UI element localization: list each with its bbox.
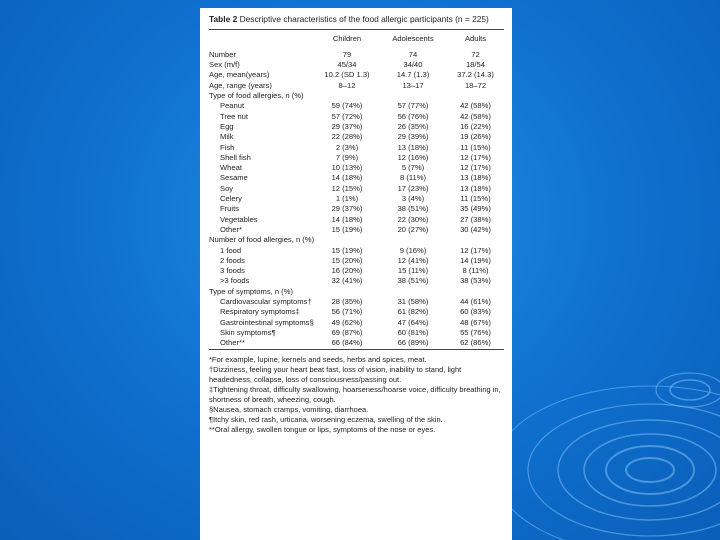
footnote: *For example, lupine, kernels and seeds, herbs and spices, meat. — [209, 354, 427, 364]
cell-adults: 11 (15%) — [460, 194, 491, 204]
cell-adults: 19 (26%) — [460, 132, 491, 142]
cell-children: 15 (20%) — [331, 255, 363, 265]
cell-adolescents: 66 (89%) — [397, 338, 429, 348]
cell-adolescents: 74 — [408, 49, 418, 59]
row-label: Number — [209, 49, 237, 59]
cell-children: 49 (62%) — [331, 317, 363, 327]
cell-adolescents: 17 (23%) — [397, 183, 429, 193]
row-label: Gastrointestinal symptoms§ — [220, 317, 314, 327]
table-row — [209, 70, 504, 80]
row-label: Type of symptoms, n (%) — [209, 286, 293, 296]
table-section-row — [209, 91, 504, 101]
table-row — [209, 143, 504, 153]
row-label: Egg — [220, 121, 234, 131]
table-row — [209, 132, 504, 142]
row-label: Age, mean(years) — [209, 70, 270, 80]
cell-adults: 12 (17%) — [460, 245, 491, 255]
cell-adolescents — [379, 287, 447, 297]
cell-adolescents — [379, 235, 447, 245]
cell-children: 8–12 — [338, 80, 356, 90]
cell-adolescents: 9 (16%) — [399, 245, 427, 255]
cell-adolescents: 26 (35%) — [397, 121, 429, 131]
cell-adults: 44 (61%) — [460, 297, 491, 307]
table-row — [209, 307, 504, 317]
cell-children: 15 (19%) — [331, 245, 363, 255]
table-row — [209, 318, 504, 328]
cell-adults: 8 (11%) — [462, 266, 489, 276]
cell-adults: 42 (58%) — [460, 101, 491, 111]
cell-adolescents: 29 (39%) — [397, 132, 429, 142]
cell-adults: 48 (67%) — [460, 317, 491, 327]
footnote: †Dizziness, feeling your heart beat fast, loss of vision, inability to stand, light headedness, collapse, loss of consciousness/passing out. — [209, 364, 462, 384]
cell-children: 14 (18%) — [331, 214, 363, 224]
cell-adults: 12 (17%) — [460, 163, 491, 173]
cell-adolescents: 20 (27%) — [397, 224, 429, 234]
cell-adolescents: 3 (4%) — [401, 194, 425, 204]
footnote: ¶Itchy skin, red rash, urticaria, worsening eczema, swelling of the skin. — [209, 415, 443, 425]
cell-adolescents — [379, 91, 447, 101]
cell-children: 2 (3%) — [335, 142, 359, 152]
cell-adults: 62 (86%) — [460, 338, 491, 348]
cell-adults: 60 (83%) — [460, 307, 491, 317]
cell-adults — [447, 91, 504, 101]
table-caption — [209, 14, 504, 25]
cell-children: 45/34 — [337, 60, 357, 70]
table-body — [209, 47, 504, 349]
cell-children: 29 (37%) — [331, 121, 363, 131]
cell-adults: 18/54 — [465, 60, 485, 70]
bottom-rule — [209, 349, 504, 350]
row-label: Wheat — [220, 163, 242, 173]
table-row — [209, 266, 504, 276]
cell-children: 15 (19%) — [331, 224, 363, 234]
cell-adolescents: 13 (18%) — [397, 142, 429, 152]
cell-adults: 13 (18%) — [460, 173, 491, 183]
table-row — [209, 101, 504, 111]
cell-adults: 35 (49%) — [460, 204, 491, 214]
table-section-row — [209, 287, 504, 297]
cell-adolescents: 14.7 (1.3) — [396, 70, 430, 80]
table-row — [209, 112, 504, 122]
table-row — [209, 184, 504, 194]
cell-children: 32 (41%) — [331, 276, 363, 286]
header-adults: Adults — [464, 33, 487, 43]
cell-children: 16 (20%) — [331, 266, 363, 276]
table-row — [209, 225, 504, 235]
table-page — [200, 8, 512, 540]
cell-adults: 55 (76%) — [460, 327, 491, 337]
row-label: Cardiovascular symptoms† — [220, 297, 312, 307]
row-label: 3 foods — [220, 266, 245, 276]
footnote: **Oral allergy, swollen tongue or lips, symptoms of the nose or eyes. — [209, 425, 436, 435]
row-label: Vegetables — [220, 214, 258, 224]
row-label: Respiratory symptoms‡ — [220, 307, 300, 317]
footnote: §Nausea, stomach cramps, vomiting, diarrhoea. — [209, 404, 369, 414]
cell-adults: 42 (58%) — [460, 111, 491, 121]
row-label: Other** — [220, 338, 245, 348]
table-caption-text: Descriptive characteristics of the food allergic participants (n = 225) — [239, 14, 489, 24]
cell-adolescents: 60 (81%) — [397, 327, 429, 337]
cell-adults — [447, 287, 504, 297]
table-row — [209, 173, 504, 183]
cell-children: 69 (87%) — [331, 327, 363, 337]
cell-children — [315, 235, 379, 245]
footnote: ‡Tightening throat, difficulty swallowing, hoarseness/hoarse voice, difficulty breathing in, shortness of breath, wheezing, cough. — [209, 384, 501, 404]
row-label: Soy — [220, 183, 234, 193]
row-label: Celery — [220, 194, 242, 204]
cell-children: 10.2 (SD 1.3) — [324, 70, 370, 80]
cell-adolescents: 56 (76%) — [397, 111, 429, 121]
cell-adolescents: 47 (64%) — [397, 317, 429, 327]
cell-children: 29 (37%) — [331, 204, 363, 214]
header-children: Children — [332, 33, 362, 43]
table-row — [209, 215, 504, 225]
row-label: Sesame — [220, 173, 248, 183]
cell-adolescents: 8 (11%) — [399, 173, 427, 183]
cell-adolescents: 5 (7%) — [401, 163, 425, 173]
cell-adolescents: 22 (30%) — [397, 214, 429, 224]
footnotes — [209, 352, 504, 436]
cell-adults: 30 (42%) — [460, 224, 491, 234]
cell-children: 57 (72%) — [331, 111, 363, 121]
cell-adolescents: 12 (41%) — [397, 255, 429, 265]
cell-adolescents: 38 (51%) — [397, 204, 429, 214]
row-label: 1 food — [220, 245, 242, 255]
cell-adults: 38 (53%) — [460, 276, 491, 286]
header-cell — [209, 30, 315, 47]
table-row — [209, 153, 504, 163]
characteristics-table — [209, 30, 504, 349]
cell-children: 66 (84%) — [331, 338, 363, 348]
cell-children: 79 — [342, 49, 352, 59]
row-label: Number of food allergies, n (%) — [209, 235, 315, 245]
row-label: Fish — [220, 142, 235, 152]
table-row — [209, 297, 504, 307]
cell-adults: 18–72 — [464, 80, 487, 90]
cell-children — [315, 91, 379, 101]
cell-children: 7 (9%) — [335, 152, 359, 162]
row-label: Milk — [220, 132, 234, 142]
table-row — [209, 194, 504, 204]
cell-adolescents: 57 (77%) — [397, 101, 429, 111]
row-label: Fruits — [220, 204, 239, 214]
table-row — [209, 256, 504, 266]
table-caption-label: Table 2 — [209, 14, 238, 24]
cell-adults — [447, 235, 504, 245]
cell-children: 28 (35%) — [331, 297, 363, 307]
row-label: Other* — [220, 224, 242, 234]
cell-adults: 12 (17%) — [460, 152, 491, 162]
cell-adolescents: 38 (51%) — [397, 276, 429, 286]
cell-adults: 14 (19%) — [460, 255, 491, 265]
table-row — [209, 163, 504, 173]
cell-adults: 37.2 (14.3) — [457, 70, 494, 80]
cell-adolescents: 12 (16%) — [397, 152, 429, 162]
header-row — [209, 30, 504, 47]
cell-adolescents: 31 (58%) — [397, 297, 429, 307]
row-label: Skin symptoms¶ — [220, 327, 276, 337]
row-label: Sex (m/f) — [209, 60, 240, 70]
cell-adults: 16 (22%) — [460, 121, 491, 131]
cell-adults: 13 (18%) — [460, 183, 491, 193]
cell-children: 12 (15%) — [331, 183, 363, 193]
table-row — [209, 276, 504, 286]
cell-adolescents: 61 (82%) — [397, 307, 429, 317]
row-label: 2 foods — [220, 255, 245, 265]
cell-adults: 27 (38%) — [460, 214, 491, 224]
table-row — [209, 81, 504, 91]
row-label: Age, range (years) — [209, 80, 272, 90]
cell-children: 10 (13%) — [331, 163, 363, 173]
cell-children: 14 (18%) — [331, 173, 363, 183]
table-row — [209, 204, 504, 214]
table-row — [209, 47, 504, 60]
row-label: Type of food allergies, n (%) — [209, 91, 304, 101]
table-row — [209, 246, 504, 256]
table-row — [209, 60, 504, 70]
cell-adolescents: 34/40 — [403, 60, 423, 70]
row-label: Tree nut — [220, 111, 248, 121]
cell-adults: 72 — [471, 49, 480, 59]
table-row — [209, 328, 504, 338]
table-section-row — [209, 235, 504, 245]
cell-adolescents: 13–17 — [402, 80, 424, 90]
row-label: Shell fish — [220, 152, 251, 162]
cell-children — [315, 287, 379, 297]
cell-children: 56 (71%) — [331, 307, 363, 317]
cell-children: 1 (1%) — [335, 194, 359, 204]
row-label: >3 foods — [220, 276, 250, 286]
row-label: Peanut — [220, 101, 245, 111]
cell-children: 59 (74%) — [331, 101, 363, 111]
cell-children: 22 (28%) — [331, 132, 363, 142]
table-row — [209, 338, 504, 348]
header-adolescents: Adolescents — [392, 33, 434, 43]
table-row — [209, 122, 504, 132]
cell-adolescents: 15 (11%) — [397, 266, 429, 276]
cell-adults: 11 (15%) — [460, 142, 491, 152]
